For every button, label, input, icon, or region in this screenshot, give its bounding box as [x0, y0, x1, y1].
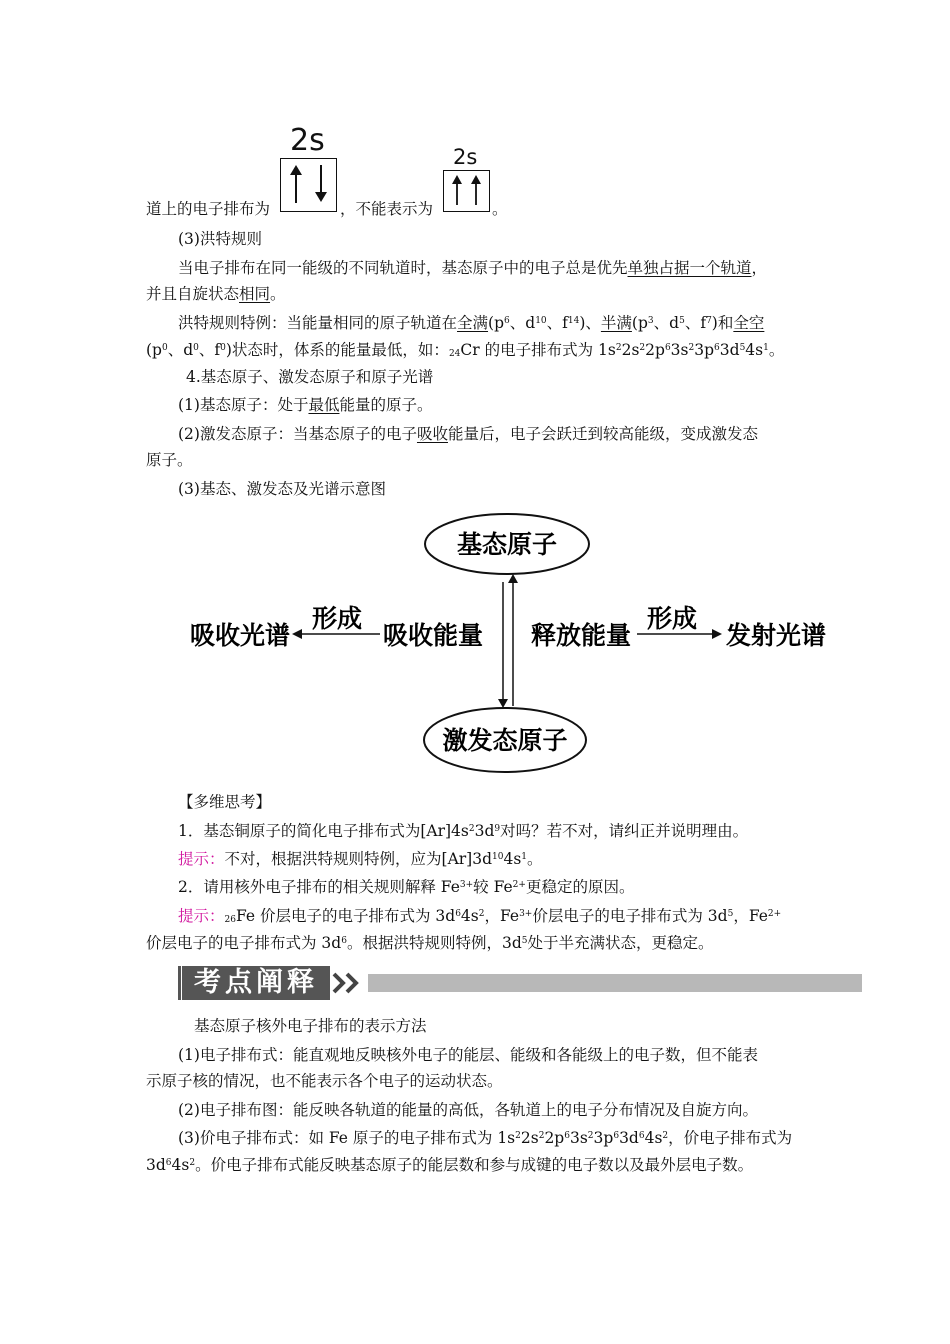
orbital-middle: ，不能表示为 — [340, 200, 434, 218]
explain-item2: (2)电子排布图：能反映各轨道的能量的高低，各轨道上的电子分布情况及自旋方向。 — [178, 1101, 758, 1119]
right-form-label: 形成 — [646, 604, 698, 633]
section-banner — [178, 966, 862, 1000]
orbital-arrows-up-down — [281, 159, 335, 211]
explain-item1-line1: (1)电子排布式：能直观地反映核外电子的能层、能级和各能级上的电子数，但不能表 — [178, 1046, 758, 1064]
section4-item2-line1: (2)激发态原子：当基态原子的电子吸收能量后，电子会跃迁到较高能级，变成激发态 — [178, 425, 758, 443]
banner-edge — [178, 966, 181, 1000]
hund-exception-line2: ($p^0$、$d^0$、$f^0$)状态时，体系的能量最低，如：$_{24}$Cr 的电子排布式为 $1s^22s^22p^63s^23p^63d^54s^1$。 — [146, 341, 785, 359]
section4-item3: (3)基态、激发态及光谱示意图 — [178, 480, 386, 498]
explain-heading: 基态原子核外电子排布的表示方法 — [194, 1017, 427, 1035]
explain-item3-line1: (3)价电子排布式：如 Fe 原子的电子排布式为 $1s^22s^22p^63s^23p^63d^64s^2$，价电子排布式为 — [178, 1129, 793, 1147]
orbital-box-wrong — [443, 170, 490, 212]
hund-heading: (3)洪特规则 — [178, 230, 262, 248]
spectrum-diagram — [0, 510, 950, 800]
ground-state-label: 基态原子 — [456, 530, 558, 559]
left-form-label: 形成 — [311, 604, 363, 633]
double-chevron-icon — [330, 966, 370, 1000]
orbital-box-correct — [280, 158, 337, 212]
thinking-heading: 【多维思考】 — [178, 793, 272, 811]
section4-item1: (1)基态原子：处于最低能量的原子。 — [178, 396, 433, 414]
orbital-arrows-up-up — [444, 171, 488, 211]
transition-arrows — [498, 574, 518, 708]
hund-exception-line1: 洪特规则特例：当能量相同的原子轨道在全满($p^6$、$d^{10}$、$f^{14}$)、半满($p^3$、$d^5$、$f^7$)和全空 — [178, 314, 765, 332]
orbital-suffix: 。 — [492, 200, 508, 218]
excited-state-label: 激发态原子 — [442, 726, 568, 755]
orbital-label-correct: 2s — [290, 123, 325, 158]
answer-1: 提示：不对，根据洪特规则特例，应为$[Ar]3d^{10}4s^1$。 — [178, 850, 543, 868]
emission-spectrum-label: 发射光谱 — [726, 621, 827, 650]
banner-bar — [368, 974, 862, 992]
orbital-prefix: 道上的电子排布为 — [146, 200, 271, 218]
hint-label: 提示： — [178, 907, 225, 925]
absorption-spectrum-label: 吸收光谱 — [190, 621, 291, 650]
answer-2-line1: 提示：$_{26}$Fe 价层电子的电子排布式为 $3d^64s^2$，$Fe^{3+}$价层电子的电子排布式为 $3d^5$，$Fe^{2+}$ — [178, 907, 782, 925]
hund-para1-line2: 并且自旋状态相同。 — [146, 285, 286, 303]
release-energy-label: 释放能量 — [531, 621, 632, 650]
question-2: 2．请用核外电子排布的相关规则解释 $Fe^{3+}$较 $Fe^{2+}$更稳定的原因。 — [178, 878, 635, 896]
answer-2-line2: 价层电子的电子排布式为 $3d^6$。根据洪特规则特例，$3d^5$处于半充满状态，更稳定。 — [146, 934, 714, 952]
section4-item2-line2: 原子。 — [146, 451, 193, 469]
absorb-energy-label: 吸收能量 — [383, 621, 484, 650]
banner-title: 考点阐释 — [182, 966, 330, 1000]
orbital-label-wrong: 2s — [453, 145, 478, 169]
section4-heading: 4.基态原子、激发态原子和原子光谱 — [186, 368, 434, 386]
hint-label: 提示： — [178, 850, 225, 868]
hund-para1-line1: 当电子排布在同一能级的不同轨道时，基态原子中的电子总是优先单独占据一个轨道， — [178, 259, 768, 277]
explain-item1-line2: 示原子核的情况，也不能表示各个电子的运动状态。 — [146, 1072, 503, 1090]
explain-item3-line2: $3d^64s^2$。价电子排布式能反映基态原子的能层数和参与成键的电子数以及最外层电子数。 — [146, 1156, 754, 1174]
question-1: 1．基态铜原子的简化电子排布式为$[Ar]4s^23d^9$对吗？若不对，请纠正并说明理由。 — [178, 822, 749, 840]
